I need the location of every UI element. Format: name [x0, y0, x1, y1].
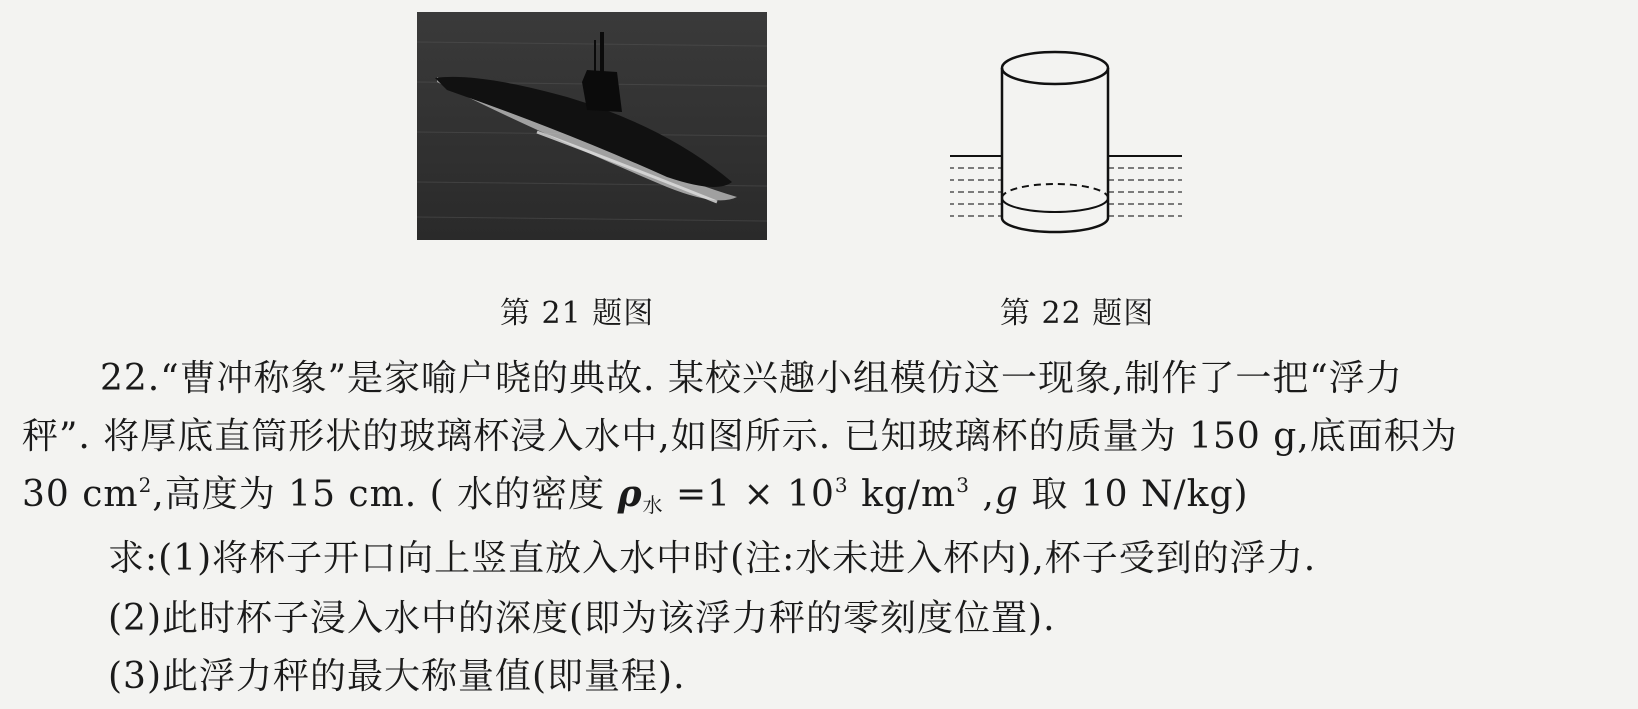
density-unit: kg/m	[848, 474, 957, 515]
density-unit-exponent: 3	[956, 473, 970, 497]
question-3: (3)此浮力秤的最大称量值(即量程).	[108, 656, 686, 697]
cup-in-water-diagram	[950, 40, 1250, 260]
problem-line-2: 秤”. 将厚底直筒形状的玻璃杯浸入水中,如图所示. 已知玻璃杯的质量为 150 g,底面积为	[22, 416, 1458, 457]
height-text: ,高度为 15 cm. ( 水的密度	[152, 474, 618, 515]
submarine-photo	[417, 12, 767, 240]
g-symbol: g	[994, 474, 1019, 515]
rho-symbol: ρ	[617, 473, 643, 515]
gravity-value: 取 10 N/kg)	[1018, 474, 1249, 515]
area-value: 30 cm	[22, 474, 139, 515]
rho-subscript: 水	[642, 493, 664, 517]
figure-22-caption: 第 22 题图	[1000, 296, 1155, 331]
figure-21-caption: 第 21 题图	[500, 296, 655, 331]
separator: ,	[969, 474, 995, 515]
density-exponent: 3	[834, 473, 849, 497]
problem-line-3	[22, 466, 1249, 518]
problem-line-1: 22.“曹冲称象”是家喻户晓的典故. 某校兴趣小组模仿这一现象,制作了一把“浮力	[100, 358, 1403, 399]
area-exponent: 2	[138, 473, 153, 497]
question-1: 求:(1)将杯子开口向上竖直放入水中时(注:水未进入杯内),杯子受到的浮力.	[108, 538, 1317, 579]
question-2: (2)此时杯子浸入水中的深度(即为该浮力秤的零刻度位置).	[108, 598, 1056, 639]
density-value: =1 × 10	[663, 474, 835, 515]
